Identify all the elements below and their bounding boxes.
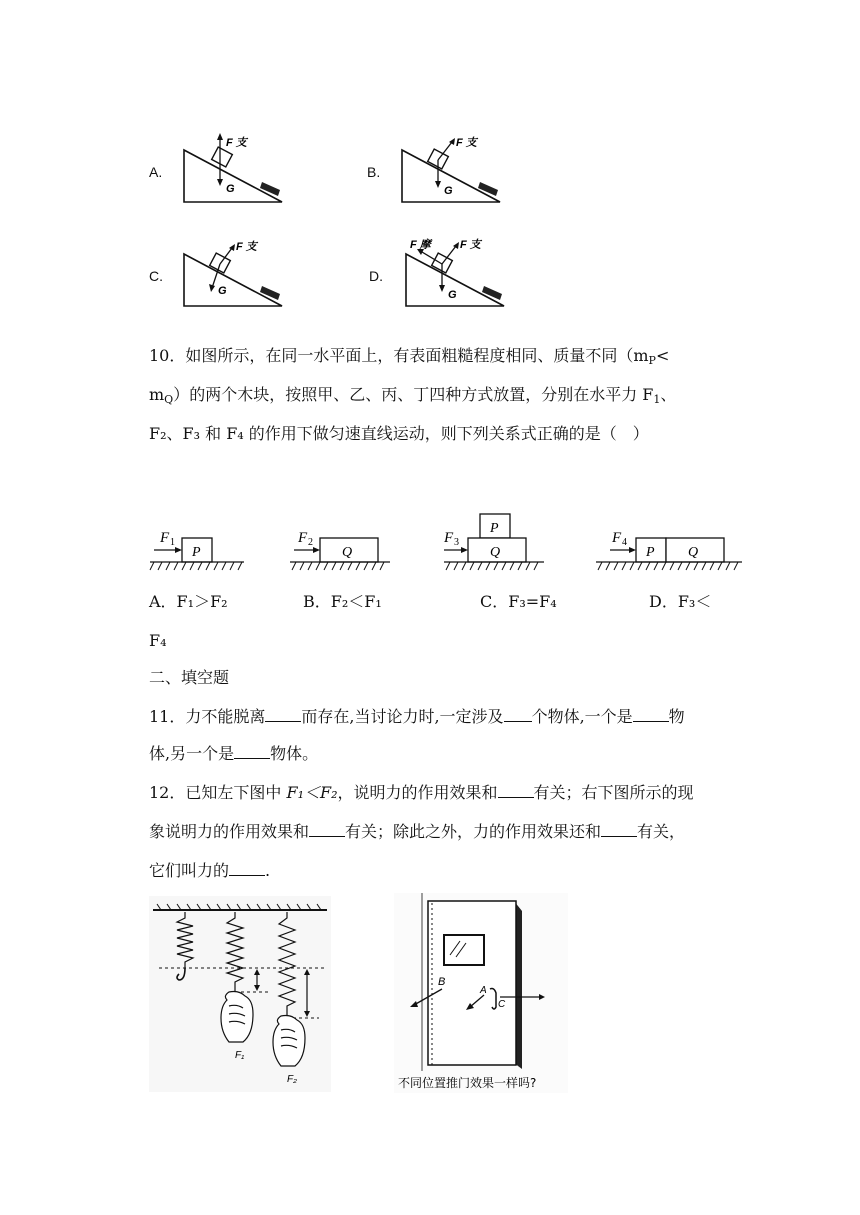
option-d-label: D. bbox=[369, 268, 383, 284]
svg-text:4: 4 bbox=[622, 537, 627, 548]
svg-text:P: P bbox=[646, 545, 655, 560]
q10-line-1: 10．如图所示，在同一水平面上，有表面粗糙程度相同、质量不同（$m_P<$ bbox=[149, 346, 670, 367]
svg-text:1: 1 bbox=[170, 537, 175, 548]
friction-label: F 摩 bbox=[410, 239, 431, 251]
q12-line-1: 12．已知左下图中 F₁＜F₂，说明力的作用效果和 有关；右下图所示的现 bbox=[149, 783, 694, 802]
option-b-label: B. bbox=[367, 164, 381, 180]
svg-text:F 支: F 支 bbox=[460, 239, 481, 251]
incline-figure-b bbox=[400, 132, 520, 212]
svg-text:Q: Q bbox=[342, 545, 353, 560]
svg-text:F 支: F 支 bbox=[456, 137, 477, 149]
spring-f2-label: F₂ bbox=[287, 1074, 297, 1085]
svg-text:3: 3 bbox=[454, 537, 459, 548]
option-c-label: C. bbox=[149, 268, 163, 284]
springs-figure bbox=[149, 896, 331, 1092]
q10-option-c: C．F₃=F₄ bbox=[480, 592, 557, 611]
svg-text:Q: Q bbox=[490, 545, 501, 560]
svg-text:2: 2 bbox=[308, 537, 313, 548]
q12-line-2: 象说明力的作用效果和 有关；除此之外，力的作用效果还和 有关， bbox=[149, 822, 686, 841]
svg-text:G: G bbox=[218, 285, 227, 297]
svg-text:P: P bbox=[192, 545, 201, 560]
incline-figure-d bbox=[404, 236, 524, 316]
q12-line-3: 它们叫力的 . bbox=[149, 861, 271, 880]
door-point-b: B bbox=[438, 976, 446, 988]
svg-text:P: P bbox=[490, 521, 499, 536]
gravity-label: G bbox=[226, 183, 235, 195]
q10-line-3: F₂、F₃ 和 F₄ 的作用下做匀速直线运动，则下列关系式正确的是（ ） bbox=[149, 424, 649, 443]
force-support-label: F 支 bbox=[226, 137, 247, 149]
q11-line-1: 11．力不能脱离 而存在,当讨论力时,一定涉及 个物体,一个是 物 bbox=[149, 707, 685, 726]
spring-hatch bbox=[260, 182, 280, 196]
block-figure-2 bbox=[288, 520, 398, 580]
section-title: 二、填空题 bbox=[149, 668, 230, 687]
option-a-label: A. bbox=[149, 164, 163, 180]
incline-figure-a bbox=[182, 132, 302, 212]
svg-text:F: F bbox=[444, 530, 454, 546]
q10-line-2: $m_Q$）的两个木块，按照甲、乙、丙、丁四种方式放置，分别在水平力 $F_1$、 bbox=[149, 385, 677, 406]
door-figure bbox=[394, 893, 568, 1093]
svg-text:G: G bbox=[448, 289, 457, 301]
block-figure-4 bbox=[594, 520, 754, 580]
svg-text:F: F bbox=[612, 530, 622, 546]
block-figure-1 bbox=[150, 520, 250, 580]
svg-text:F: F bbox=[298, 530, 308, 546]
door-point-a: A bbox=[480, 985, 487, 996]
spring-f1-label: F₁ bbox=[235, 1050, 245, 1061]
svg-text:Q: Q bbox=[688, 545, 699, 560]
door-point-c: C bbox=[498, 999, 506, 1010]
q10-option-a: A．F₁＞F₂ bbox=[149, 592, 228, 611]
svg-text:F: F bbox=[160, 530, 170, 546]
door-caption: 不同位置推门效果一样吗? bbox=[398, 1076, 537, 1090]
svg-text:F 支: F 支 bbox=[236, 241, 257, 253]
hand-1-icon bbox=[221, 992, 253, 1043]
q10-option-d: D．F₃＜ bbox=[649, 592, 712, 611]
q10-option-b: B．F₂＜F₁ bbox=[303, 592, 382, 611]
incline-figure-c bbox=[182, 236, 302, 316]
hand-2-icon bbox=[273, 1016, 305, 1067]
svg-text:G: G bbox=[444, 185, 453, 197]
q10-option-d-wrap: F₄ bbox=[149, 631, 167, 650]
q11-line-2: 体,另一个是 物体。 bbox=[149, 744, 319, 763]
block-figure-3 bbox=[440, 510, 550, 580]
